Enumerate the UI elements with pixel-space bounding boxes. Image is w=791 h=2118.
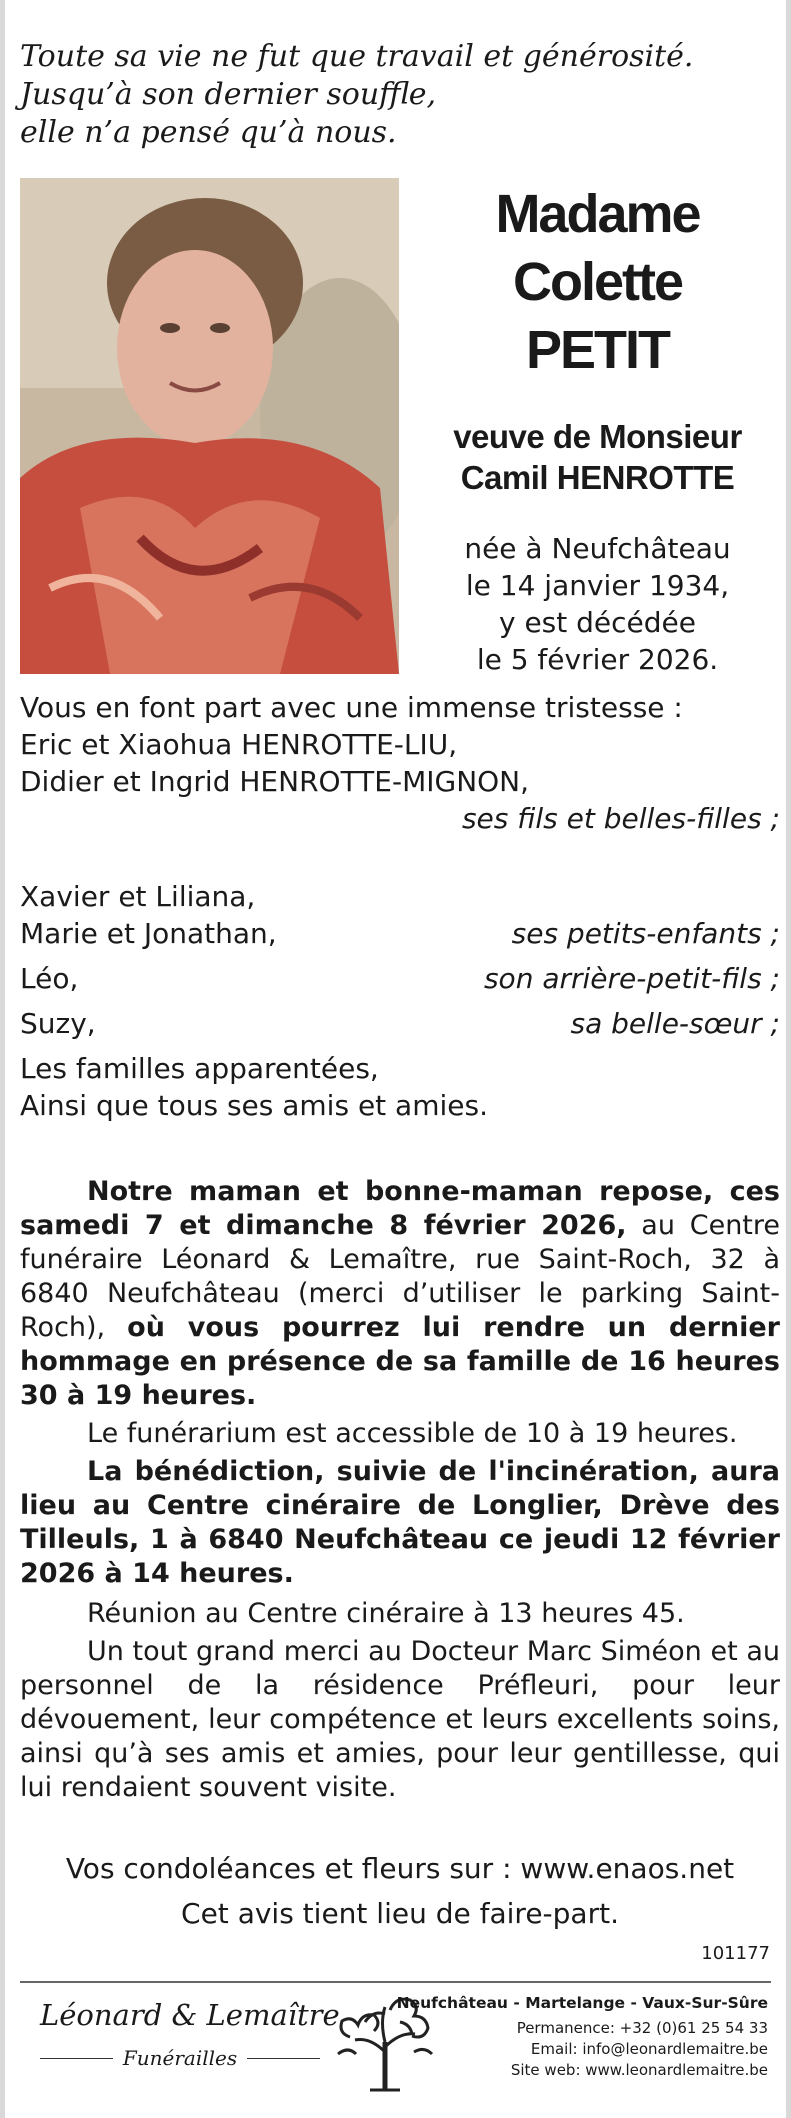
family-line: Les familles apparentées,	[20, 1052, 379, 1085]
date-line: y est décédée	[498, 606, 696, 639]
spouse-info	[405, 416, 790, 498]
birth-death-dates	[405, 530, 790, 678]
date-line: le 14 janvier 1934,	[465, 569, 730, 602]
condolences-link: Vos condoléances et fleurs sur : www.enaos.net	[65, 1852, 735, 1885]
date-line: le 5 février 2026.	[476, 643, 719, 676]
funeral-details	[20, 1175, 780, 1805]
family-list-top	[20, 689, 780, 837]
logo-rule	[40, 2058, 113, 2059]
first-name: Colette	[512, 252, 682, 312]
name-title: Madame	[495, 184, 700, 244]
family-line: Ainsi que tous ses amis et amies.	[20, 1089, 488, 1122]
website-line: Site web: www.leonardlemaitre.be	[510, 2061, 768, 2079]
family-line: Xavier et Liliana,	[20, 880, 256, 913]
funeral-home-logo-sub: Funérailles	[40, 2046, 320, 2070]
family-line: Léo, son arrière-petit-fils ;	[20, 962, 780, 995]
family-relation: ses fils et belles-filles ;	[461, 802, 780, 835]
family-list-bottom	[20, 878, 780, 1124]
deceased-name	[405, 180, 790, 384]
funerarium-hours: Le funérarium est accessible de 10 à 19 heures.	[87, 1418, 738, 1449]
email-line: Email: info@leonardlemaitre.be	[530, 2040, 768, 2058]
branch-towns: Neufchâteau - Martelange - Vaux-Sur-Sûre	[396, 1994, 768, 2012]
ceremony-paragraph: La bénédiction, suivie de l'incinération, aura lieu au Centre cinéraire de Longlier, Drève des Tilleuls, 1 à 6840 Neufchâteau ce jeudi 12 février 2026 à 14 heures.	[20, 1456, 780, 1589]
family-intro: Vous en font part avec une immense tristesse :	[20, 691, 683, 724]
phone-line: Permanence: +32 (0)61 25 54 33	[516, 2019, 768, 2037]
last-name: PETIT	[525, 320, 669, 380]
family-line: Suzy, sa belle-sœur ;	[20, 1007, 780, 1040]
family-line: Eric et Xiaohua HENROTTE-LIU,	[20, 728, 458, 761]
spouse-line: veuve de Monsieur	[453, 418, 742, 455]
quote-line: Toute sa vie ne fut que travail et générosité.	[20, 39, 694, 74]
thanks-paragraph: Un tout grand merci au Docteur Marc Siméon et au personnel de la résidence Préfleuri, pour leur dévouement, leur compétence et leurs excellents soins, ainsi qu’à ses amis et amies, pour leur gentillesse, qui lui rendaient souvent visite.	[20, 1636, 780, 1803]
notice-reference: 101177	[701, 1943, 770, 1964]
funeral-home-contact	[397, 1993, 768, 2081]
funeral-home-logo-name: Léonard & Lemaître	[40, 1998, 340, 2032]
date-line: née à Neufchâteau	[464, 532, 731, 565]
epitaph-quote	[20, 38, 720, 152]
visitation-paragraph: Notre maman et bonne-maman repose, ces samedi 7 et dimanche 8 février 2026, au Centre funéraire Léonard & Lemaître, rue Saint-Roch, 32 à 6840 Neufchâteau (merci d’utiliser le parking Saint-Roch), où vous pourrez lui rendre un dernier hommage en présence de sa famille de 16 heures 30 à 19 heures.	[20, 1176, 781, 1411]
footer-divider	[20, 1981, 771, 1983]
logo-rule	[247, 2058, 320, 2059]
portrait-photo	[20, 178, 399, 674]
family-line: Didier et Ingrid HENROTTE-MIGNON,	[20, 765, 530, 798]
quote-line: elle n’a pensé qu’à nous.	[20, 115, 397, 150]
spouse-line: Camil HENROTTE	[460, 459, 735, 496]
quote-line: Jusqu’à son dernier souffle,	[20, 77, 437, 112]
reunion-paragraph: Réunion au Centre cinéraire à 13 heures 45.	[87, 1598, 685, 1629]
faire-part-note: Cet avis tient lieu de faire-part.	[181, 1897, 619, 1930]
family-line: Marie et Jonathan, ses petits-enfants ;	[20, 917, 780, 950]
